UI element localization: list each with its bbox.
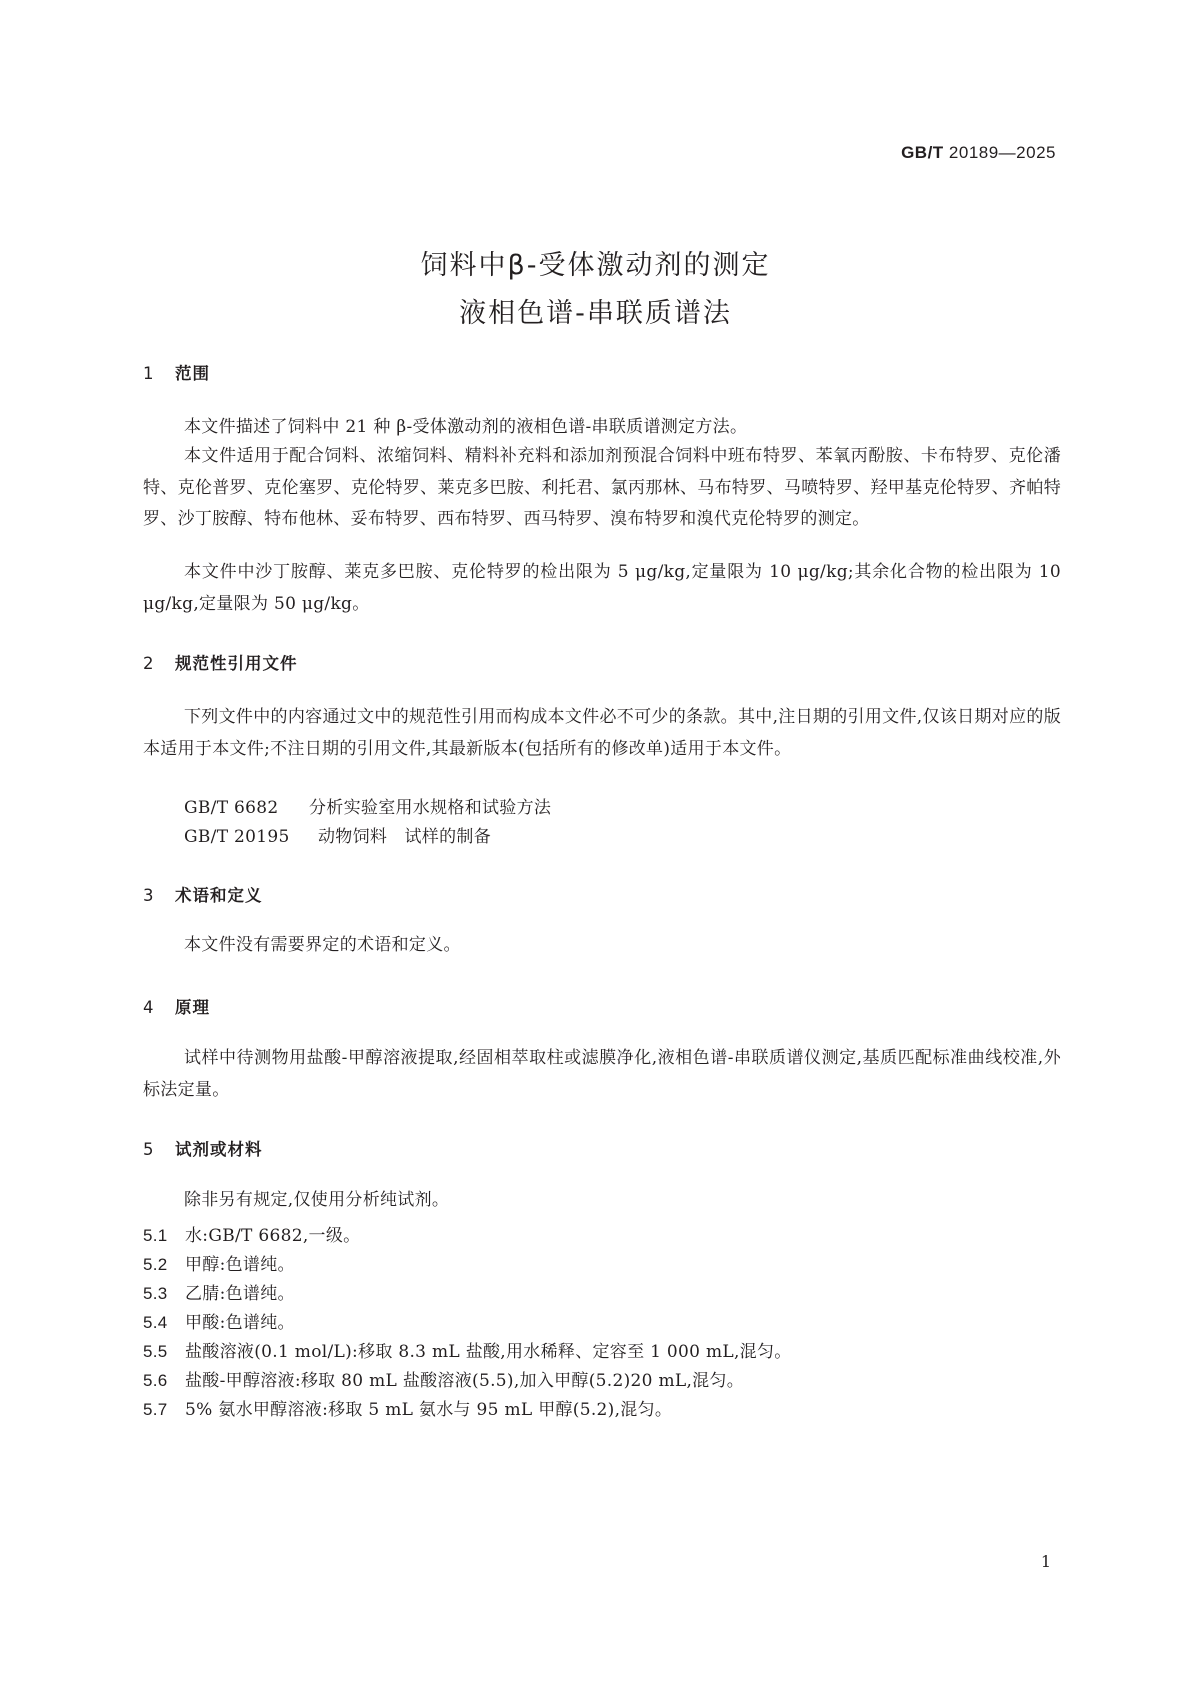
section-4-paragraph: 试样中待测物用盐酸-甲醇溶液提取,经固相萃取柱或滤膜净化,液相色谱-串联质谱仪测定,基质匹配标准曲线校准,外标法定量。: [143, 1048, 1061, 1100]
item-number: 5.4: [143, 1313, 168, 1332]
item-number: 5.1: [143, 1226, 168, 1245]
section-5-intro: 除非另有规定,仅使用分析纯试剂。: [184, 1190, 450, 1210]
document-title-line2: 液相色谱-串联质谱法: [459, 298, 732, 329]
item-text: 盐酸-甲醇溶液:移取 80 mL 盐酸溶液(5.5),加入甲醇(5.2)20 mL,混匀。: [185, 1371, 745, 1391]
item-text: 盐酸溶液(0.1 mol/L):移取 8.3 mL 盐酸,用水稀释、定容至 1 000 mL,混匀。: [185, 1342, 792, 1362]
list-item: [143, 1279, 295, 1304]
section-number: 3: [143, 886, 155, 905]
section-title: 原理: [175, 998, 210, 1017]
item-text: 乙腈:色谱纯。: [185, 1284, 295, 1304]
item-text: 水:GB/T 6682,一级。: [185, 1226, 361, 1246]
item-text: 甲醇:色谱纯。: [185, 1255, 295, 1275]
section-3-heading: [143, 882, 263, 906]
reference-code: GB/T 6682: [184, 798, 279, 818]
section-5-heading: [143, 1136, 263, 1160]
section-number: 5: [143, 1140, 155, 1159]
list-item: [143, 1395, 672, 1420]
list-item: [143, 1221, 360, 1246]
item-number: 5.3: [143, 1284, 168, 1303]
section-2-heading: [143, 650, 298, 674]
section-title: 试剂或材料: [175, 1140, 263, 1159]
section-number: 2: [143, 654, 155, 673]
list-item: [143, 1337, 792, 1362]
section-1-paragraph-2: 本文件适用于配合饲料、浓缩饲料、精料补充料和添加剂预混合饲料中班布特罗、苯氧丙酚胺、卡布特罗、克伦潘特、克伦普罗、克伦塞罗、克伦特罗、莱克多巴胺、利托君、氯丙那林、马布特罗、马喷特罗、羟甲基克伦特罗、齐帕特罗、沙丁胺醇、特布他林、妥布特罗、西布特罗、西马特罗、溴布特罗和溴代克伦特罗的测定。: [143, 446, 1061, 529]
list-item: [143, 1308, 295, 1333]
section-number: 1: [143, 364, 155, 383]
section-title: 范围: [175, 364, 210, 383]
item-number: 5.5: [143, 1342, 168, 1361]
section-1-heading: [143, 360, 210, 384]
section-1-paragraph-3: 本文件中沙丁胺醇、莱克多巴胺、克伦特罗的检出限为 5 μg/kg,定量限为 10 μg/kg;其余化合物的检出限为 10 μg/kg,定量限为 50 μg/kg。: [143, 562, 1061, 614]
item-number: 5.6: [143, 1371, 168, 1390]
reference-code: GB/T 20195: [184, 827, 290, 847]
reference-title: 分析实验室用水规格和试验方法: [309, 798, 552, 818]
page-number: 1: [1040, 1552, 1051, 1571]
section-3-paragraph: 本文件没有需要界定的术语和定义。: [184, 935, 461, 955]
section-title: 规范性引用文件: [175, 654, 298, 673]
section-2-paragraph: 下列文件中的内容通过文中的规范性引用而构成本文件必不可少的条款。其中,注日期的引用文件,仅该日期对应的版本适用于本文件;不注日期的引用文件,其最新版本(包括所有的修改单)适用于本文件。: [143, 707, 1061, 759]
standard-code-number: 20189—2025: [948, 143, 1056, 162]
normative-reference: [184, 793, 551, 818]
reference-title: 动物饲料 试样的制备: [318, 827, 491, 847]
section-4-heading: [143, 994, 210, 1018]
document-title-line1: 饲料中β-受体激动剂的测定: [420, 250, 771, 281]
item-text: 甲酸:色谱纯。: [185, 1313, 295, 1333]
item-number: 5.2: [143, 1255, 168, 1274]
standard-code: [901, 143, 1056, 163]
normative-reference: [184, 822, 491, 847]
list-item: [143, 1250, 295, 1275]
item-number: 5.7: [143, 1400, 168, 1419]
section-number: 4: [143, 998, 155, 1017]
section-title: 术语和定义: [175, 886, 263, 905]
section-1-paragraph-1: 本文件描述了饲料中 21 种 β-受体激动剂的液相色谱-串联质谱测定方法。: [184, 417, 748, 437]
item-text: 5% 氨水甲醇溶液:移取 5 mL 氨水与 95 mL 甲醇(5.2),混匀。: [185, 1400, 673, 1420]
standard-code-prefix: GB/T: [901, 143, 944, 162]
list-item: [143, 1366, 744, 1391]
